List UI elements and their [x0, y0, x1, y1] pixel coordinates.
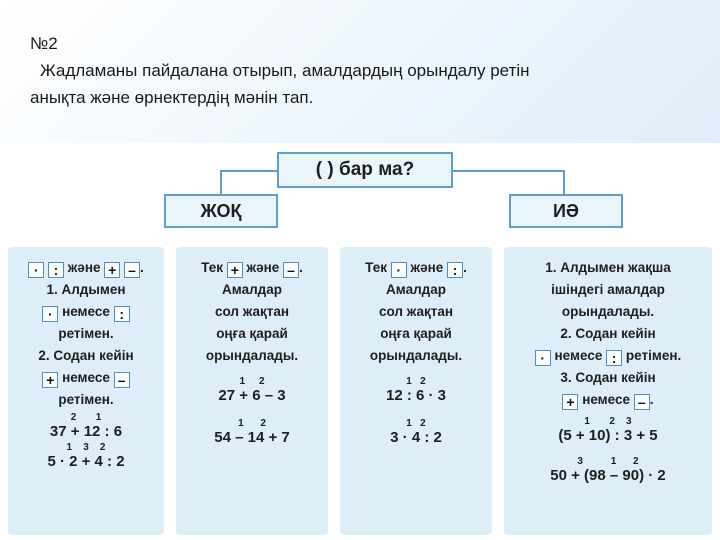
mul-symbol-icon: · [535, 350, 551, 366]
card-mul-div-add-sub [8, 247, 164, 535]
card2-and: және [246, 260, 280, 275]
card3-expression-1 [346, 377, 486, 405]
card4-expr1-text: (5 + 10) : 3 + 5 [558, 427, 658, 444]
card4-line1: 1. Алдымен жақша [545, 260, 671, 275]
card1-and: және [67, 260, 101, 275]
plus-symbol-icon: + [42, 372, 58, 388]
card-only-mul-div [340, 247, 492, 535]
no-box: ЖОҚ [164, 194, 278, 228]
div-symbol-icon: : [114, 306, 130, 322]
card1-expr1-order-marks: 2 1 [70, 412, 102, 423]
card-parentheses [504, 247, 712, 535]
card1-or: немесе [62, 304, 110, 319]
plus-symbol-icon: + [104, 262, 120, 278]
card3-line1: Амалдар [386, 282, 446, 297]
div-symbol-icon: : [606, 350, 622, 366]
task-instruction-line1: Жадламаны пайдалана отырып, амалдардың орындалу ретін [40, 61, 530, 80]
minus-symbol-icon: – [124, 262, 140, 278]
card1-expr2-text: 5 · 2 + 4 : 2 [47, 453, 125, 470]
card4-order: ретімен. [625, 348, 682, 363]
card3-line3: оңға қарай [380, 326, 452, 341]
plus-symbol-icon: + [562, 394, 578, 410]
card2-expr2-text: 54 – 14 + 7 [214, 429, 290, 446]
card1-row-mul-or-div [14, 301, 158, 323]
card2-line2: сол жақтан [214, 304, 290, 319]
connector-left-horizontal [220, 170, 277, 172]
card1-expression-1 [14, 413, 158, 441]
rules-diagram [0, 143, 720, 540]
card4-expr1-order-marks: 1 2 3 [584, 416, 632, 427]
card4-line5: 3. Содан кейін [560, 370, 656, 385]
card1-step1: 1. Алдымен [46, 282, 126, 297]
card4-expression-1 [510, 417, 706, 445]
card1-order-2: ретімен. [58, 392, 114, 407]
card4-expression-2 [510, 457, 706, 485]
task-number: №2 [30, 34, 58, 53]
card1-expr2-order-marks: 1 3 2 [66, 442, 106, 453]
card3-expr1-text: 12 : 6 · 3 [385, 387, 447, 404]
card2-expression-2 [182, 419, 322, 447]
card1-order: ретімен. [58, 326, 114, 341]
mul-symbol-icon: · [391, 262, 407, 278]
task-text [30, 30, 690, 111]
card1-expr1-text: 37 + 12 : 6 [49, 423, 123, 440]
connector-right-vertical [563, 170, 565, 194]
card3-and: және [410, 260, 444, 275]
div-symbol-icon: : [447, 262, 463, 278]
mul-symbol-icon: · [28, 262, 44, 278]
card4-row-mul-or-div [510, 345, 706, 367]
card1-expression-2 [14, 443, 158, 471]
card4-expr2-text: 50 + (98 – 90) · 2 [550, 467, 666, 484]
card4-line2: ішіндегі амалдар [551, 282, 665, 297]
card1-header: · : және + – . [14, 257, 158, 279]
minus-symbol-icon: – [634, 394, 650, 410]
minus-symbol-icon: – [114, 372, 130, 388]
card-only-add-sub [176, 247, 328, 535]
card4-line3: орындалады. [561, 304, 655, 319]
div-symbol-icon: : [48, 262, 64, 278]
card2-line4: орындалады. [205, 348, 299, 363]
card3-line4: орындалады. [369, 348, 463, 363]
yes-box: ИӘ [509, 194, 623, 228]
card4-or-2: немесе [582, 392, 631, 407]
card2-expr2-order-marks: 1 2 [238, 418, 266, 429]
card4-expr2-order-marks: 3 1 2 [577, 456, 639, 467]
connector-right-horizontal [453, 170, 565, 172]
card3-expr2-text: 3 · 4 : 2 [390, 429, 442, 446]
card2-only: Тек [201, 260, 224, 275]
card4-line4: 2. Содан кейін [560, 326, 656, 341]
card3-expr2-order-marks: 1 2 [406, 418, 426, 429]
task-instruction-line2: анықта және өрнектердің мәнін тап. [30, 88, 314, 107]
card3-header: Тек · және : . [365, 260, 467, 278]
card2-line1: Амалдар [222, 282, 282, 297]
card2-line3: оңға қарай [216, 326, 288, 341]
card3-line2: сол жақтан [378, 304, 454, 319]
question-box: ( ) бар ма? [277, 152, 453, 188]
plus-symbol-icon: + [227, 262, 243, 278]
card2-expr1-order-marks: 1 2 [239, 376, 265, 387]
card1-step2: 2. Содан кейін [38, 348, 134, 363]
connector-left-vertical [220, 170, 222, 194]
card2-header: Тек + және – . [201, 260, 303, 278]
card1-row-plus-or-minus [14, 367, 158, 389]
card3-expression-2 [346, 419, 486, 447]
card3-only: Тек [365, 260, 388, 275]
card4-or: немесе [554, 348, 603, 363]
card1-or-2: немесе [62, 370, 110, 385]
mul-symbol-icon: · [42, 306, 58, 322]
card4-row-plus-or-minus: + немесе – . [510, 389, 706, 411]
card3-expr1-order-marks: 1 2 [406, 376, 426, 387]
minus-symbol-icon: – [283, 262, 299, 278]
card2-expression-1 [182, 377, 322, 405]
card2-expr1-text: 27 + 6 – 3 [218, 387, 286, 404]
